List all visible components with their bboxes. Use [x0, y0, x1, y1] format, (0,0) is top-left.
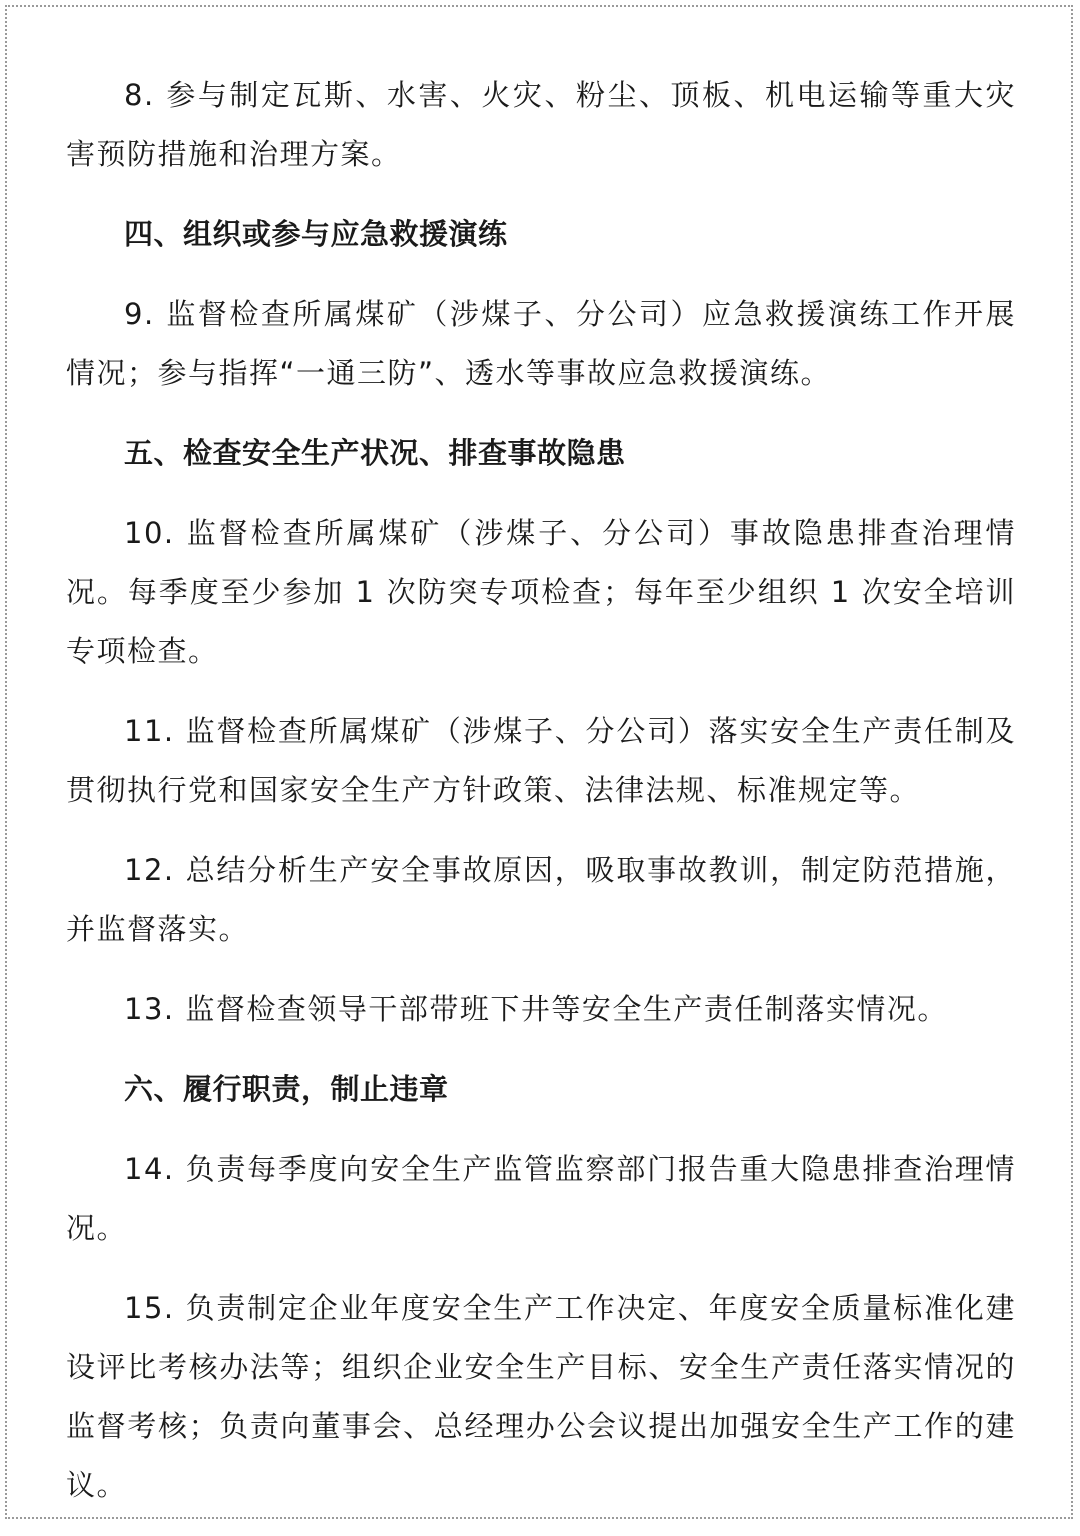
item-12: 12. 总结分析生产安全事故原因，吸取事故教训，制定防范措施，并监督落实。	[66, 853, 1016, 946]
section-heading-6: 六、履行职责，制止违章	[124, 1072, 449, 1106]
section-heading-5: 五、检查安全生产状况、排查事故隐患	[124, 436, 626, 470]
item-13: 13. 监督检查领导干部带班下井等安全生产责任制落实情况。	[124, 992, 948, 1026]
item-10: 10. 监督检查所属煤矿（涉煤子、分公司）事故隐患排查治理情况。每季度至少参加 1 次防突专项检查；每年至少组织 1 次安全培训专项检查。	[66, 516, 1016, 668]
item-8: 8. 参与制定瓦斯、水害、火灾、粉尘、顶板、机电运输等重大灾害预防措施和治理方案。	[66, 78, 1016, 171]
item-9: 9. 监督检查所属煤矿（涉煤子、分公司）应急救援演练工作开展情况；参与指挥“一通三防”、透水等事故应急救援演练。	[66, 297, 1016, 390]
item-11: 11. 监督检查所属煤矿（涉煤子、分公司）落实安全生产责任制及贯彻执行党和国家安全生产方针政策、法律法规、标准规定等。	[66, 714, 1016, 807]
section-heading-4: 四、组织或参与应急救援演练	[124, 217, 508, 251]
item-14: 14. 负责每季度向安全生产监管监察部门报告重大隐患排查治理情况。	[66, 1152, 1016, 1245]
item-15: 15. 负责制定企业年度安全生产工作决定、年度安全质量标准化建设评比考核办法等；组织企业安全生产目标、安全生产责任落实情况的监督考核；负责向董事会、总经理办公会议提出加强安全生产工作的建议。	[66, 1291, 1016, 1502]
document-body	[66, 66, 1016, 1536]
